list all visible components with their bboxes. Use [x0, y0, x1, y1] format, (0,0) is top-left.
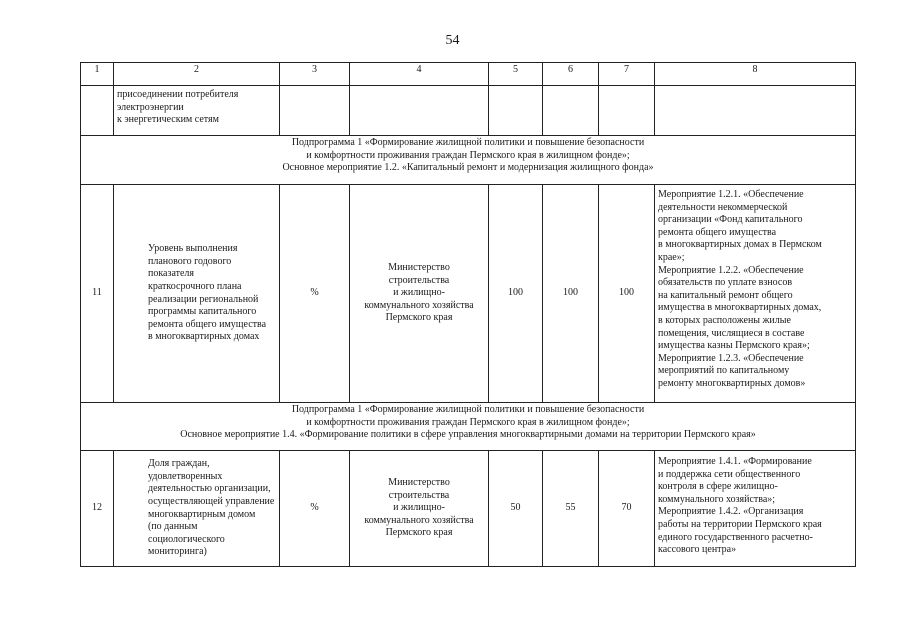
value-cell: 70 — [599, 451, 655, 567]
text-line: в которых расположены жилые — [658, 314, 791, 326]
text-line: и поддержка сети общественного — [658, 468, 801, 480]
text-line: и жилищно- — [393, 287, 445, 299]
measures-cell — [655, 451, 856, 567]
text-line: ремонта общего имущества — [658, 226, 777, 238]
text-line: Мероприятие 1.2.3. «Обеспечение — [658, 352, 804, 364]
table-cell — [280, 86, 350, 136]
unit-cell: % — [280, 185, 350, 403]
text-line: планового годового показателя — [148, 255, 232, 280]
indicator-cell — [114, 86, 280, 136]
text-line: Уровень выполнения — [148, 243, 238, 255]
table-cell — [543, 86, 599, 136]
text-line: и жилищно- — [393, 502, 445, 514]
text-line: Основное мероприятие 1.4. «Формирование политики в сфере управления многоквартирными домами на территории Пермского края» — [180, 429, 756, 441]
text-line: присоединении потребителя — [117, 89, 239, 100]
text-line: удовлетворенных — [148, 470, 223, 482]
text-line: контроля в сфере жилищно- — [658, 481, 778, 493]
text-line: и комфортности проживания граждан Пермского края в жилищном фонде»; — [306, 149, 630, 161]
text-line: реализации региональной — [148, 293, 259, 305]
table-row — [81, 185, 856, 403]
header-cell: 7 — [599, 63, 655, 86]
header-cell: 6 — [543, 63, 599, 86]
text-line: (по данным социологического — [148, 521, 225, 545]
text-line: Министерство — [388, 262, 450, 274]
header-row — [81, 63, 856, 86]
text-line: Мероприятие 1.2.1. «Обеспечение — [658, 189, 804, 200]
table-cell — [489, 86, 543, 136]
text-line: Мероприятие 1.4.2. «Организация — [658, 506, 804, 518]
text-line: работы на территории Пермского края — [658, 518, 822, 530]
text-line: имущества в многоквартирных домах, — [658, 302, 822, 314]
text-line: мониторинга) — [148, 546, 207, 558]
text-line: на капитальный ремонт общего — [658, 289, 793, 301]
text-line: и комфортности проживания граждан Пермского края в жилищном фонде»; — [306, 416, 630, 428]
header-cell: 8 — [655, 63, 856, 86]
text-line: в многоквартирных домах — [148, 331, 260, 343]
header-cell: 4 — [350, 63, 489, 86]
table-cell — [350, 86, 489, 136]
text-line: помещения, числящиеся в составе — [658, 327, 805, 339]
text-line: Министерство — [388, 477, 450, 489]
row-number: 11 — [81, 185, 114, 403]
unit-cell: % — [280, 451, 350, 567]
header-cell: 1 — [81, 63, 114, 86]
text-line: ремонта общего имущества — [148, 318, 267, 330]
text-line: Пермского края — [385, 527, 453, 539]
responsible-cell — [350, 185, 489, 403]
text-line: Доля граждан, — [148, 458, 210, 470]
subprogram-row — [81, 136, 856, 185]
text-line: программы капитального — [148, 306, 257, 318]
text-line: Основное мероприятие 1.2. «Капитальный ремонт и модернизация жилищного фонда» — [282, 162, 654, 174]
indicator-cell — [114, 185, 280, 403]
table-cell — [81, 86, 114, 136]
table-cell — [599, 86, 655, 136]
value-cell: 100 — [543, 185, 599, 403]
header-cell: 2 — [114, 63, 280, 86]
text-line: электроэнергии — [117, 101, 184, 113]
text-line: коммунального хозяйства — [364, 514, 474, 526]
text-line: многоквартирным домом — [148, 508, 256, 520]
text-line: обязательств по уплате взносов — [658, 277, 793, 289]
table-row — [81, 451, 856, 567]
text-line: организации «Фонд капитального — [658, 214, 803, 226]
text-line: осуществляющей управление — [148, 495, 275, 507]
indicators-table — [80, 62, 856, 567]
text-line: единого государственного расчетно- — [658, 531, 813, 543]
text-line: Мероприятие 1.2.2. «Обеспечение — [658, 264, 804, 276]
value-cell: 100 — [599, 185, 655, 403]
text-line: мероприятий по капитальному — [658, 365, 790, 377]
text-line: ремонту многоквартирных домов» — [658, 377, 806, 389]
page-number: 54 — [445, 33, 460, 48]
header-cell: 3 — [280, 63, 350, 86]
table-row — [81, 86, 856, 136]
text-line: Мероприятие 1.4.1. «Формирование — [658, 456, 812, 467]
text-line: крае»; — [658, 251, 685, 263]
text-line: в многоквартирных домах в Пермском — [658, 239, 822, 251]
measures-cell — [655, 185, 856, 403]
table-cell — [655, 86, 856, 136]
text-line: кассового центра» — [658, 544, 737, 556]
text-line: Подпрограмма 1 «Формирование жилищной политики и повышение безопасности — [291, 404, 645, 415]
text-line: имущества казны Пермского края»; — [658, 340, 810, 352]
text-line: Подпрограмма 1 «Формирование жилищной политики и повышение безопасности — [291, 137, 645, 148]
subprogram-heading — [81, 136, 856, 185]
value-cell: 50 — [489, 451, 543, 567]
text-line: коммунального хозяйства»; — [658, 493, 776, 505]
row-number: 12 — [81, 451, 114, 567]
subprogram-heading — [81, 403, 856, 451]
text-line: коммунального хозяйства — [364, 299, 474, 311]
text-line: краткосрочного плана — [148, 280, 242, 292]
text-line: Пермского края — [385, 312, 453, 324]
subprogram-row — [81, 403, 856, 451]
responsible-cell — [350, 451, 489, 567]
value-cell: 100 — [489, 185, 543, 403]
header-cell: 5 — [489, 63, 543, 86]
text-line: деятельностью организации, — [148, 483, 271, 495]
text-line: строительства — [388, 274, 450, 286]
indicator-cell — [114, 451, 280, 567]
text-line: к энергетическим сетям — [117, 114, 219, 126]
value-cell: 55 — [543, 451, 599, 567]
text-line: деятельности некоммерческой — [658, 201, 788, 213]
text-line: строительства — [388, 489, 450, 501]
